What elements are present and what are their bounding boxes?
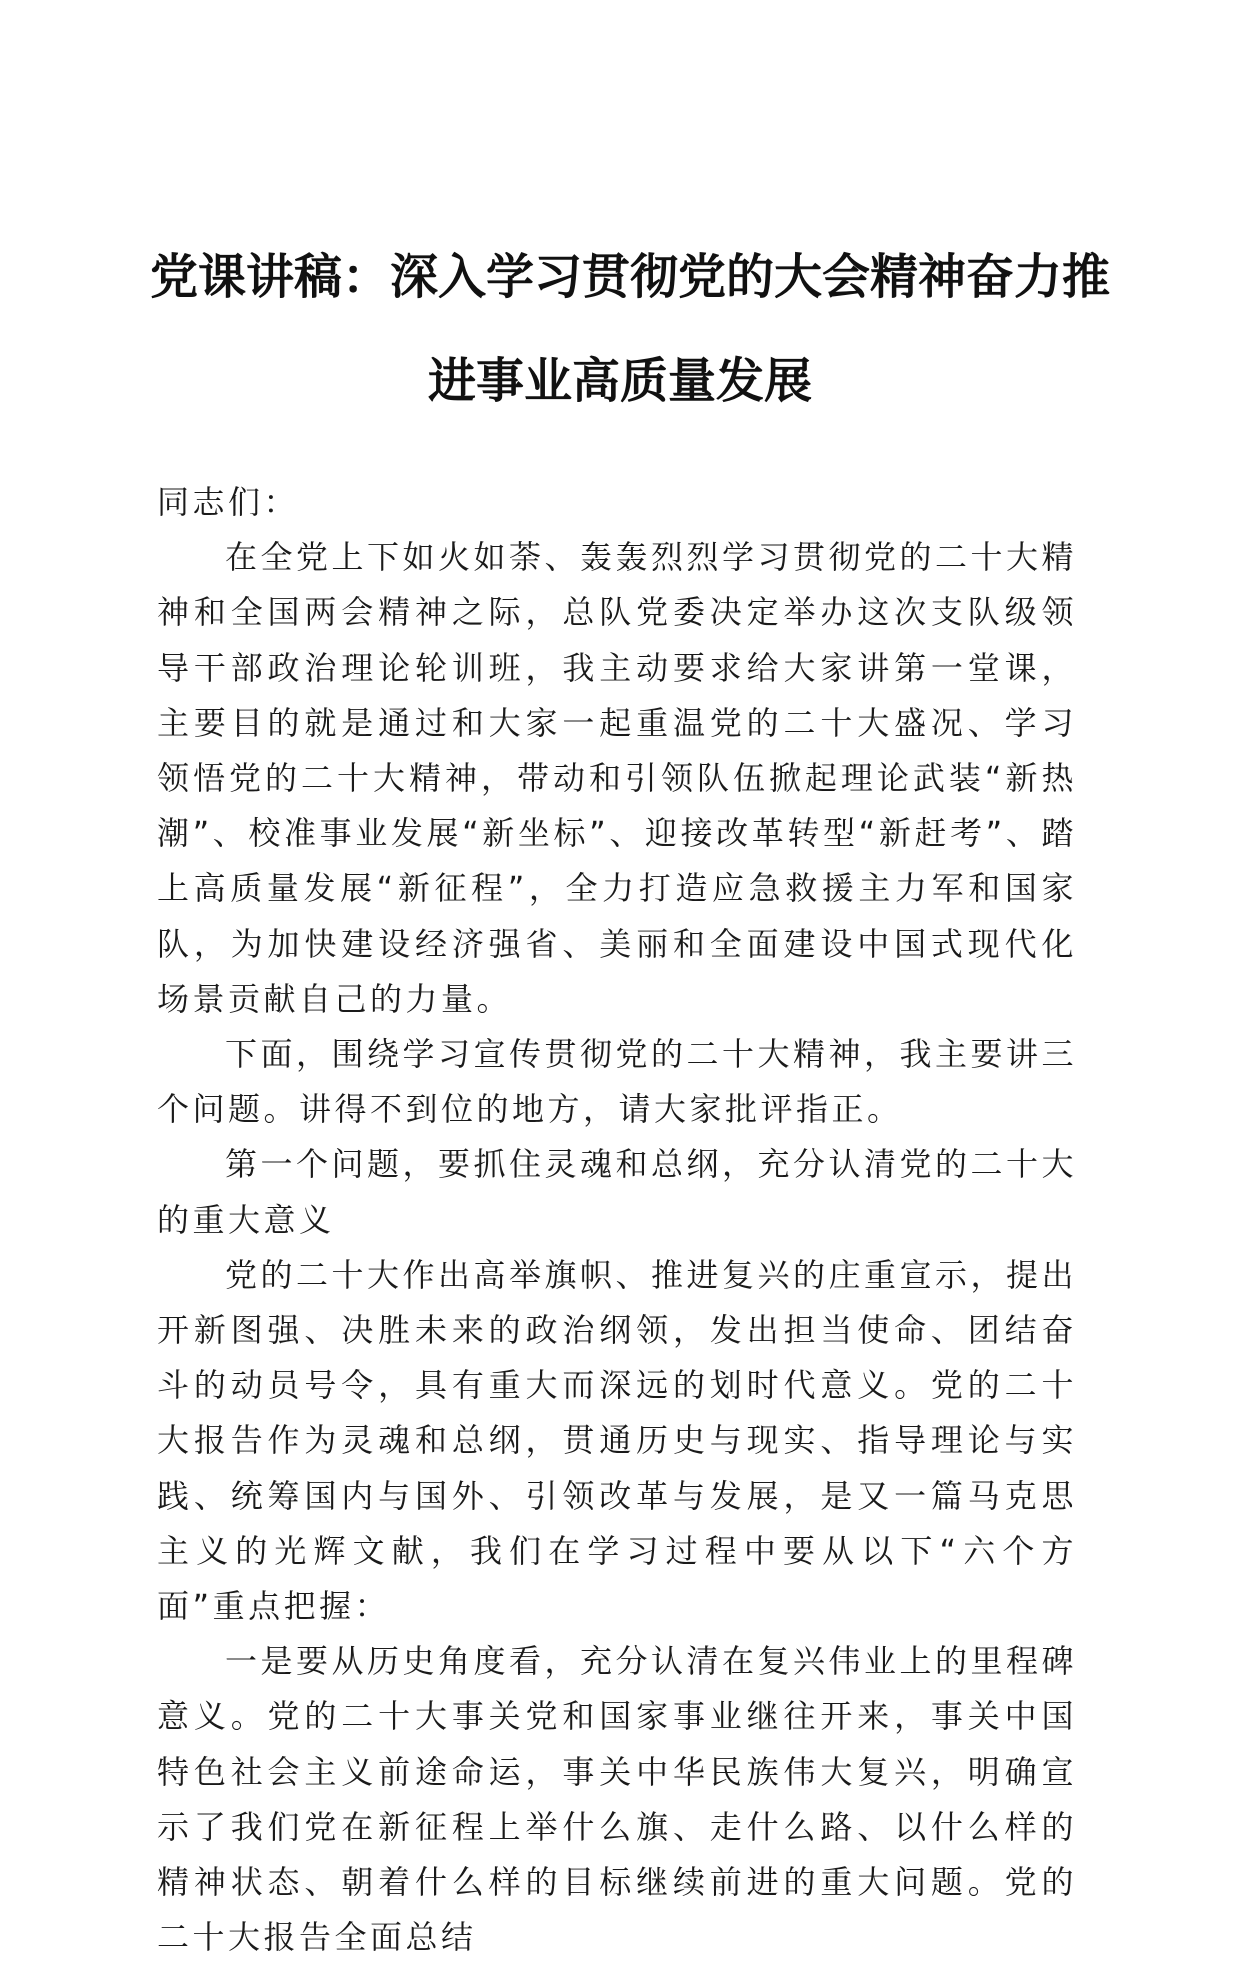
paragraph-overview: 下面，围绕学习宣传贯彻党的二十大精神，我主要讲三个问题。讲得不到位的地方，请大家批评指正。	[157, 1035, 1078, 1129]
title-line-2: 进事业高质量发展	[427, 353, 812, 409]
document-body	[157, 475, 1077, 1965]
paragraph-intro: 在全党上下如火如荼、轰轰烈烈学习贯彻党的二十大精神和全国两会精神之际，总队党委决定举办这次支队级领导干部政治理论轮训班，我主动要求给大家讲第一堂课，主要目的就是通过和大家一起重温党的二十大盛况、学习领悟党的二十大精神，带动和引领队伍掀起理论武装“新热潮”、校准事业发展“新坐标”、迎接改革转型“新赶考”、踏上高质量发展“新征程”，全力打造应急救援主力军和国家队，为加快建设经济强省、美丽和全面建设中国式现代化场景贡献自己的力量。	[157, 538, 1078, 1018]
paragraph-significance: 党的二十大作出高举旗帜、推进复兴的庄重宣示，提出开新图强、决胜未来的政治纲领，发出担当使命、团结奋斗的动员号令，具有重大而深远的划时代意义。党的二十大报告作为灵魂和总纲，贯通历史与现实、指导理论与实践、统筹国内与国外、引领改革与发展，是又一篇马克思主义的光辉文献，我们在学习过程中要从以下“六个方面”重点把握：	[157, 1255, 1078, 1626]
title-line-1: 党课讲稿：深入学习贯彻党的大会精神奋力推	[150, 249, 1111, 305]
document-title	[150, 225, 1111, 433]
section-heading-1: 第一个问题，要抓住灵魂和总纲，充分认清党的二十大的重大意义	[157, 1145, 1078, 1239]
salutation: 同志们：	[157, 483, 300, 521]
paragraph-point-1: 一是要从历史角度看，充分认清在复兴伟业上的里程碑意义。党的二十大事关党和国家事业继往开来，事关中国特色社会主义前途命运，事关中华民族伟大复兴，明确宣示了我们党在新征程上举什么旗、走什么路、以什么样的精神状态、朝着什么样的目标继续前进的重大问题。党的二十大报告全面总结	[157, 1642, 1078, 1957]
